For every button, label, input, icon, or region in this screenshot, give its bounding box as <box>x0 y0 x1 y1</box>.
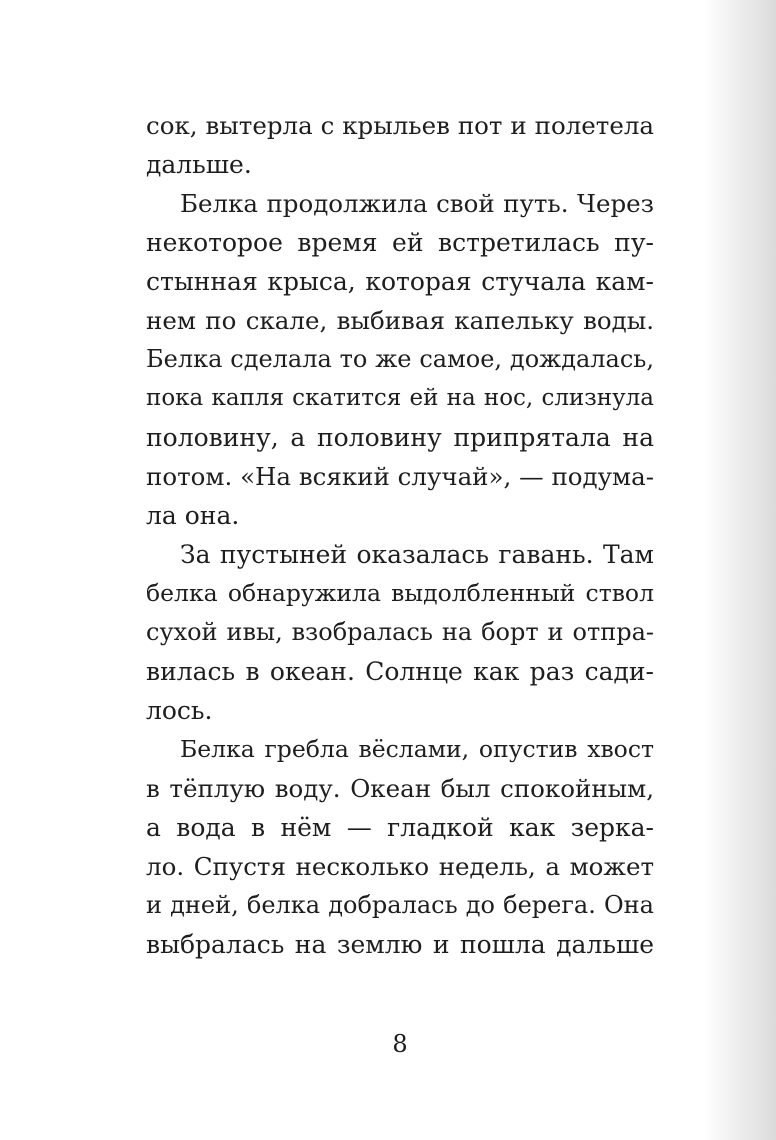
text-line-12: За пустыней оказалась гавань. Там <box>180 540 654 569</box>
text-line-15: вилась в океан. Солнце как раз сади- <box>146 657 654 686</box>
text-line-2: дальше. <box>146 150 252 179</box>
text-line-20: ло. Спустя несколько недель, а может <box>146 852 654 881</box>
text-line-17: Белка гребла вёслами, опустив хвост <box>180 735 654 763</box>
text-line-22: выбралась на землю и пошла дальше <box>146 930 654 959</box>
page-number: 8 <box>392 1030 408 1058</box>
text-line-3: Белка продолжила свой путь. Через <box>180 189 654 218</box>
body-text <box>146 106 654 964</box>
text-line-16: лось. <box>146 696 213 725</box>
text-line-11: ла она. <box>146 501 240 530</box>
text-line-9: половину, а половину припрятала на <box>146 423 654 452</box>
text-line-7: Белка сделала то же самое, дождалась, <box>146 345 654 373</box>
page-edge-shadow <box>704 0 776 1140</box>
text-line-5: стынная крыса, которая стучала кам- <box>146 267 654 296</box>
text-line-10: потом. «На всякий случай», — подума- <box>146 462 654 491</box>
text-line-1: сок, вытерла с крыльев пот и полетела <box>146 111 654 140</box>
text-line-14: сухой ивы, взобралась на борт и отпра- <box>146 618 654 646</box>
text-line-6: нем по скале, выбивая капельку воды. <box>146 306 654 335</box>
text-line-18: в тёплую воду. Океан был спокойным, <box>146 774 654 803</box>
text-line-21: и дней, белка добралась до берега. Она <box>146 891 654 919</box>
text-line-19: а вода в нём — гладкой как зерка- <box>146 813 654 842</box>
text-line-8: пока капля скатится ей на нос, слизнула <box>146 385 654 411</box>
text-line-13: белка обнаружила выдолбленный ствол <box>146 579 654 607</box>
text-line-4: некоторое время ей встретилась пу- <box>146 228 654 257</box>
